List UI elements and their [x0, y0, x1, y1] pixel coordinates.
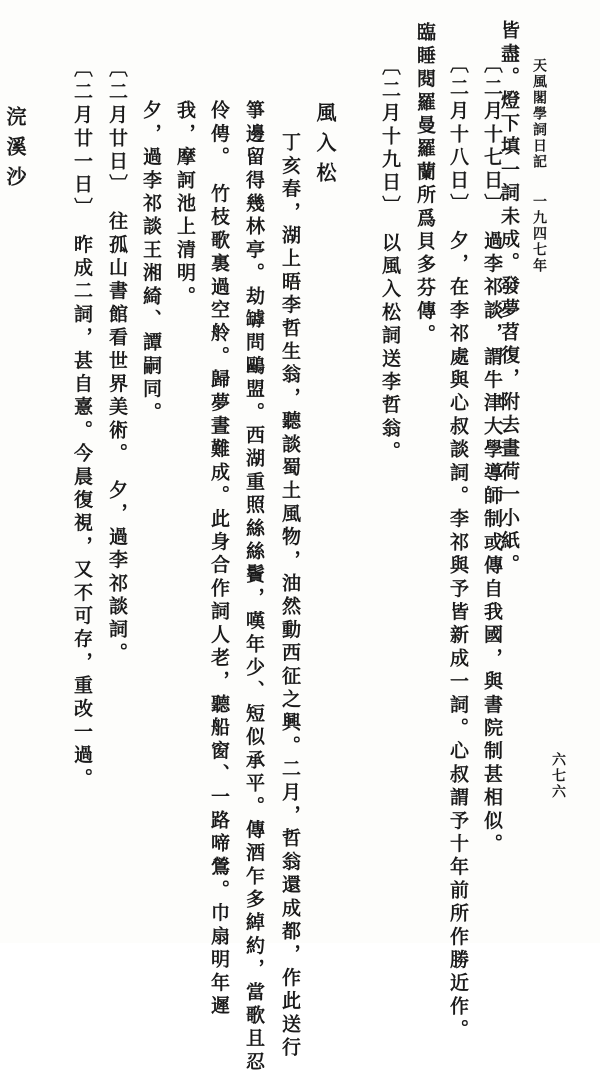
text-column-8: 伶俜。 竹枝歌裏過空舲。歸夢晝難成。此身合作詞人老，聽船窗、一路啼鶯。巾扇明年遲: [208, 100, 230, 1019]
text-column-4: 臨睡閱羅曼羅蘭所爲貝多芬傳。: [414, 22, 436, 347]
text-column-1: 皆盡。燈下填一詞未成。發夢苕復，附去畫荷一小紙。: [498, 20, 520, 577]
running-head-year: 一九四七年: [531, 194, 547, 274]
poem-title: 風入松: [313, 102, 337, 192]
text-column-9: 我，摩訶池上清明。: [174, 100, 196, 309]
running-head-title: 天風閣學詞日記: [531, 58, 547, 170]
text-column-7: 箏邊留得幾林亭。劫罅問鷗盟。西湖重照絲絲鬢，嘆年少、短似承平。傳酒乍多綽約，當歌且忍: [243, 100, 265, 1074]
text-column-5: 〔二月十九日〕 以風入松詞送李哲翁。: [379, 56, 401, 465]
text-column-6: 丁亥春，湖上晤李哲生翁，聽談蜀土風物，油然動西征之興。二月，哲翁還成都，作此送行: [279, 132, 301, 1060]
next-poem-title: 浣溪沙: [3, 106, 27, 196]
page-number: 六七六: [550, 752, 566, 800]
text-column-2: 〔二月十七日〕 過李祁談，謂牛津大學導師制或傳自我國，與書院制甚相似。: [481, 54, 503, 857]
text-column-11: 〔二月廿日〕 往孤山書館看世界美術。 夕，過李祁談詞。: [106, 58, 128, 666]
text-column-10: 夕，過李祁談王湘綺、譚嗣同。: [140, 100, 162, 425]
text-column-12: 〔二月廿一日〕 昨成二詞，甚自憙。今晨復視，又不可存，重改一過。: [71, 58, 93, 791]
text-column-3: 〔二月十八日〕 夕，在李祁處與心叔談詞。李祁與予皆新成一詞。心叔謂予十年前所作勝近作。: [447, 54, 469, 1043]
